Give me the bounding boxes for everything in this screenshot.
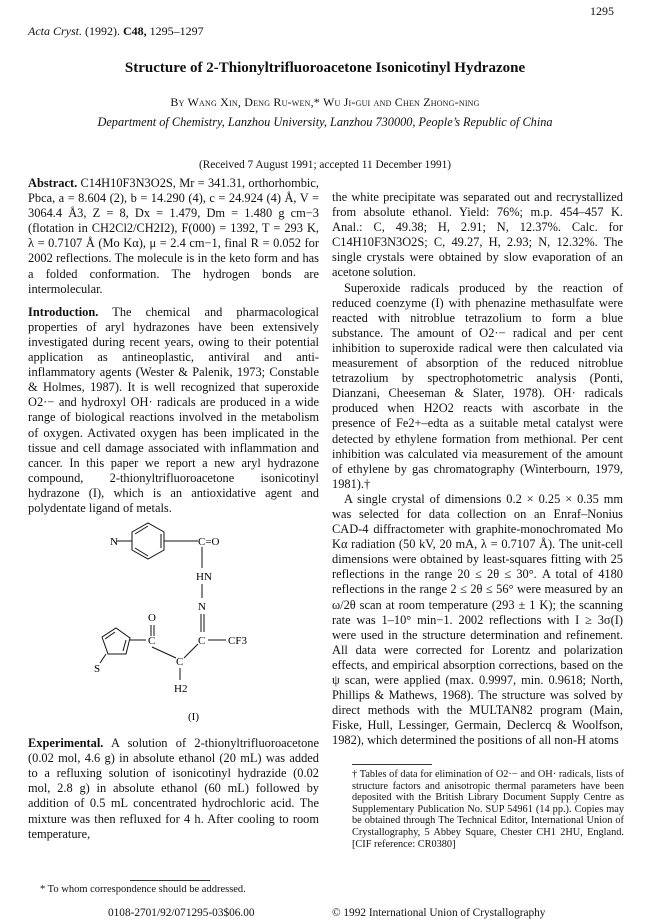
page-number: 1295 (590, 4, 614, 18)
label-c2: C (198, 635, 206, 648)
footnote-divider (352, 764, 432, 765)
label-hn: HN (196, 571, 212, 584)
chemical-structure-figure (28, 520, 319, 730)
label-c1: C (148, 635, 156, 648)
bond (152, 647, 176, 658)
journal-name: Acta Cryst. (28, 24, 82, 38)
left-column (28, 176, 319, 842)
paragraph-crystallization: the white precipitate was separated out and recrystallized from absolute ethanol. Yield: 76%; m.p. 454–457 K. Anal.: C, 49.38; H, 2.91; N, 12.37%. Calc. for C14H10F3N3O2S; C, 49.27, H, 2.93; N, 12.32%. The single crystals were obtained by slow evaporation of an acetone solution. (332, 190, 623, 280)
compound-label: (I) (188, 711, 199, 724)
label-n: N (198, 601, 206, 614)
label-h2: H2 (174, 683, 188, 696)
introduction-text: The chemical and pharmacological properties of aryl hydrazones have been extensively investigated during recent years, owing to their potential application as antineoplastic, antiviral and anti-inflammatory agents (Wester & Palenik, 1973; Constable & Holmes, 1987). It is well recognized that superoxide O2·− and hydroxyl OH· radicals are produced in a wide range of biological reactions involved in the metabolism of oxygen. Activated oxygen has been implicated in the tissue and cell damage associated with inflammation and cancer. In this paper we report a new aryl hydrazone compound, 2-thionyltrifluoroacetone isonicotinyl hydrazone (I), which is an antioxidative agent and polydentate ligand of metals. (28, 304, 320, 515)
right-column (332, 190, 623, 748)
pyridine-ring (132, 523, 164, 559)
label-cf3: CF3 (228, 635, 247, 648)
abstract (28, 176, 319, 297)
introduction (28, 305, 319, 516)
paper-title: Structure of 2-Thionyltrifluoroacetone Isonicotinyl Hydrazone (124, 60, 526, 76)
introduction-heading: Introduction. (28, 304, 99, 319)
journal-year: (1992). (85, 24, 120, 38)
author-list: By Wang Xin, Deng Ru-wen,* Wu Ji-gui and Chen Zhong-ning (170, 95, 480, 109)
label-o: O (148, 612, 156, 625)
experimental-text: A solution of 2-thionyltrifluoroacetone (0.02 mol, 4.6 g) in absolute ethanol (20 mL) was added to a refluxing solution of isonicotinyl hydrazide (0.02 mol, 2.8 g) in absolute ethanol (60 mL) followed by addition of 0.5 mL concentrated hydrochloric acid. The mixture was then refluxed for 4 h. After cooling to room temperature, (28, 736, 319, 841)
abstract-heading: Abstract. (28, 176, 78, 190)
bond (184, 644, 198, 658)
affiliation: Department of Chemistry, Lanzhou University, Lanzhou 730000, People’s Republic of China (97, 115, 553, 129)
experimental-heading: Experimental. (28, 736, 104, 751)
copyright: © 1992 International Union of Crystallography (332, 907, 546, 919)
ring-double-bond (105, 632, 115, 639)
journal-pages: 1295–1297 (149, 24, 204, 38)
received-dates: (Received 7 August 1991; accepted 11 December 1991) (198, 159, 452, 171)
label-c3: C (176, 656, 184, 669)
footnote-divider (130, 880, 210, 881)
paragraph-radicals: Superoxide radicals produced by the reaction of reduced coenzyme (I) with phenazine methasulfate were reacted with nitroblue tetrazolium to form a blue substance. The amount of O2·− radical and per cent inhibition to superoxide radical were then calculated via measurement of absorption of the reduced nitroblue tetrazolium by spectrophotometric analysis (Ponti, Dianzani, Cheeseman & Slater, 1978). OH· radicals produced when H2O2 reacts with ascorbate in the presence of Fe2+–edta as a suitable metal catalyst were detected by ethylene formation from methional. Per cent inhibition was calculated via measurement of the amount of ethylene by gas chromatography (Winterbourn, 1979, 1981).† (332, 280, 623, 491)
issn-price: 0108-2701/92/071295-03$06.00 (108, 907, 255, 919)
deposit-footnote: † Tables of data for elimination of O2·− and OH· radicals, lists of structure factors and anisotropic thermal parameters have been deposited with the British Library Document Supply Centre as Supplementary Publication No. SUP 54961 (14 pp.). Copies may be obtained through The Technical Editor, International Union of Crystallography, 5 Abbey Square, Chester CH1 2HU, England. [CIF reference: CR0380] (352, 769, 624, 850)
abstract-text: C14H10F3N3O2S, Mr = 341.31, orthorhombic, Pbca, a = 8.604 (2), b = 14.290 (4), c = 24.924 (4) Å, V = 3064.4 Å3, Z = 8, Dx = 1.479, Dm = 1.480 g cm−3 (flotation in CH2Cl2/CH2I2), F(000) = 1392, T = 293 K, λ = 0.7107 Å (Mo Kα), μ = 2.4 cm−1, final R = 0.052 for 2002 reflections. The molecule is in the keto form and has a folded conformation. The hydrogen bonds are intermolecular. (28, 176, 319, 296)
structure-diagram (88, 520, 308, 730)
label-ring-n: N (110, 536, 118, 549)
label-carbonyl: C=O (198, 536, 220, 549)
correspondence-footnote: * To whom correspondence should be addressed. (40, 884, 246, 895)
ring-double-bond (123, 640, 126, 651)
journal-reference (28, 24, 204, 39)
label-s: S (94, 663, 101, 676)
bond (100, 654, 106, 663)
paragraph-data-collection: A single crystal of dimensions 0.2 × 0.25 × 0.35 mm was selected for data collection on an Enraf–Nonius CAD-4 diffractometer with graphite-monochromated Mo Kα radiation (50 kV, 20 mA, λ = 0.7107 Å). The unit-cell dimensions were obtained by least-squares fitting with 25 reflections in the range 20 ≤ 2θ ≤ 30°. A total of 4180 reflections in the range 2 ≤ 2θ ≤ 56° were measured by an ω/2θ scan at room temperature (293 ± 1 K); the scanning rate was 1–10° min−1. 2002 reflections with I ≥ 3σ(I) were used in the structure determination and refinement. All data were corrected for Lorentz and polarization effects, and empirical absorption corrections, based on the ψ scan, were applied (max. 0.9997, min. 0.9618; North, Phillips & Mathews, 1968). The structure was solved by direct methods with the MULTAN82 program (Main, Fiske, Hull, Lessinger, Germain, Declercq & Woolfson, 1982), which determined the positions of all non-H atoms (332, 491, 623, 748)
journal-volume: C48, (123, 24, 147, 38)
experimental (28, 736, 319, 842)
